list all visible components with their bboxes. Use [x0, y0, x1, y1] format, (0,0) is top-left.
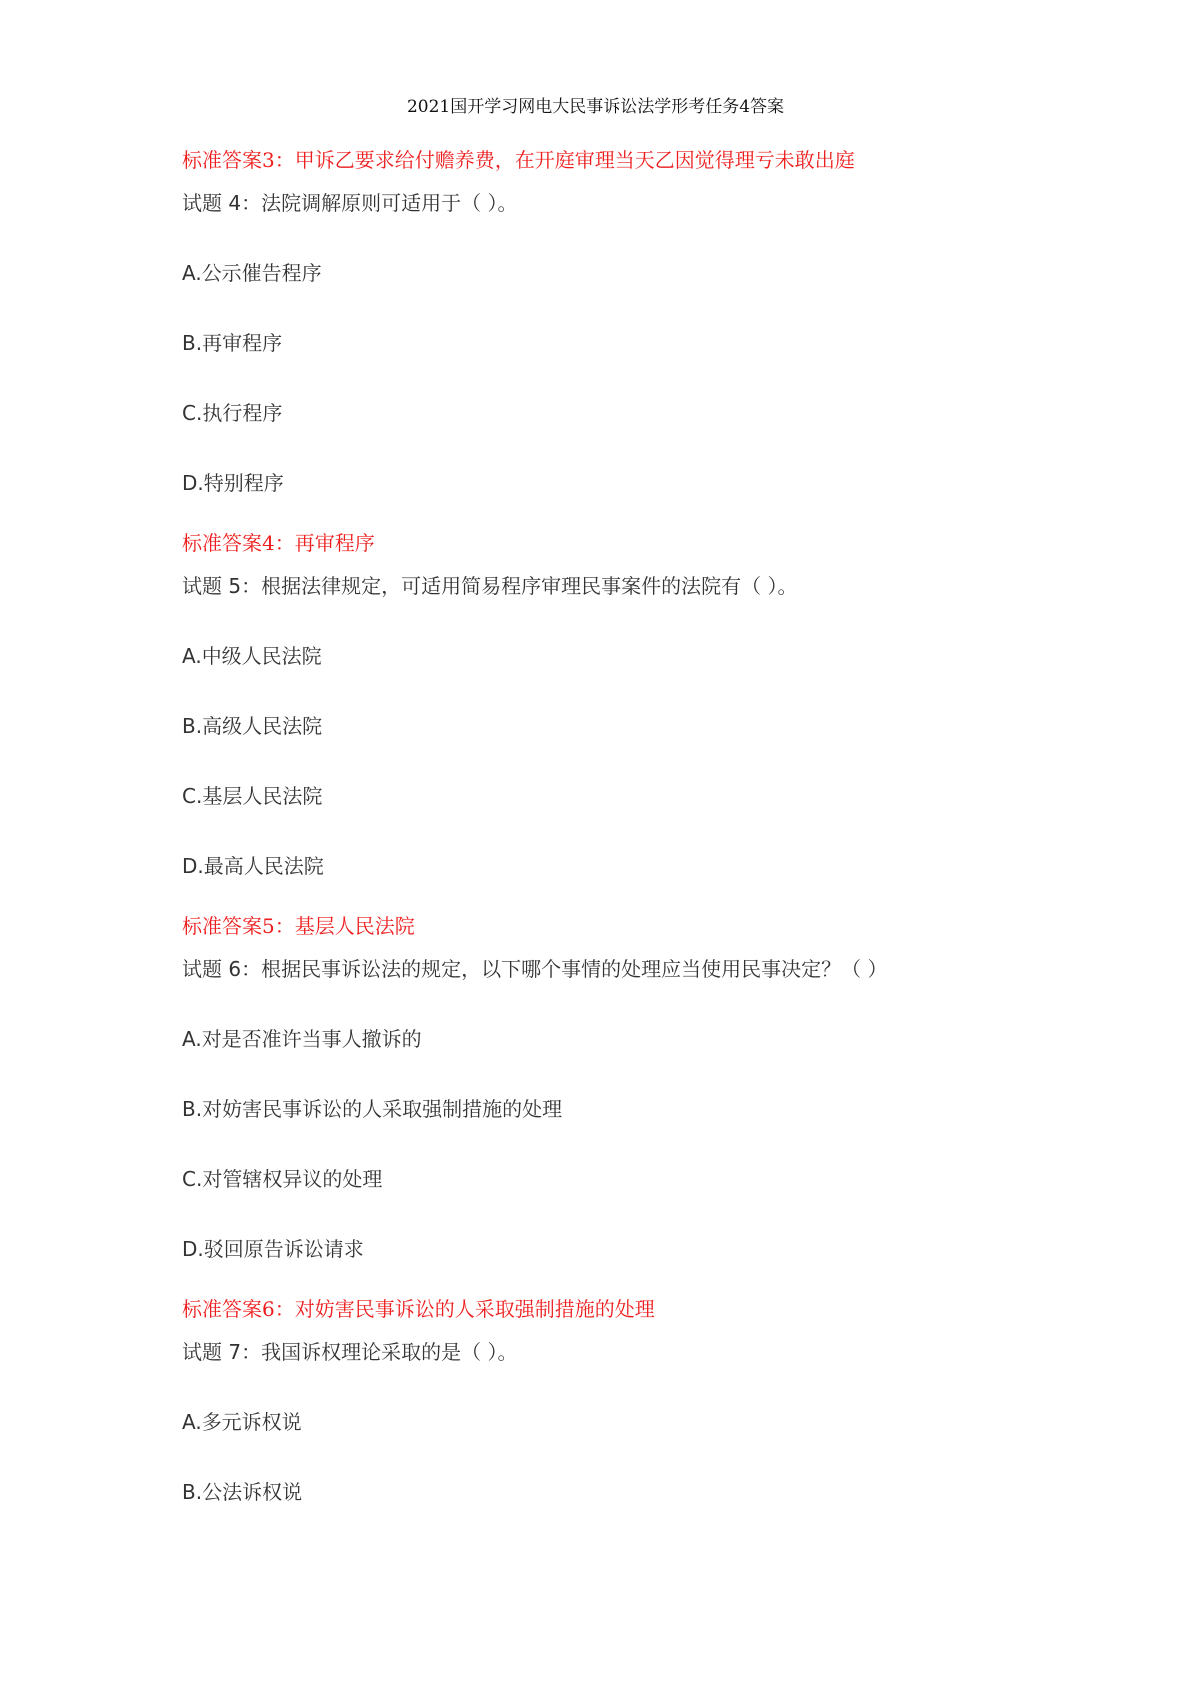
question-6-option-d: D.驳回原告诉讼请求 [182, 1237, 364, 1261]
question-4-option-b: B.再审程序 [182, 331, 283, 355]
question-6-option-c: C.对管辖权异议的处理 [182, 1167, 383, 1191]
question-6-option-a: A.对是否准许当事人撤诉的 [182, 1027, 422, 1051]
question-4: 试题 4：法院调解原则可适用于（ ）。 [182, 191, 518, 215]
answer-3: 标准答案3：甲诉乙要求给付赡养费，在开庭审理当天乙因觉得理亏未敢出庭 [182, 148, 855, 172]
question-6: 试题 6：根据民事诉讼法的规定，以下哪个事情的处理应当使用民事决定？（ ） [182, 957, 888, 981]
question-4-option-c: C.执行程序 [182, 401, 283, 425]
answer-5: 标准答案5：基层人民法院 [182, 914, 415, 938]
question-4-option-a: A.公示催告程序 [182, 261, 322, 285]
question-4-option-d: D.特别程序 [182, 471, 284, 495]
answer-6: 标准答案6：对妨害民事诉讼的人采取强制措施的处理 [182, 1297, 655, 1321]
question-5-option-b: B.高级人民法院 [182, 714, 323, 738]
question-5-option-a: A.中级人民法院 [182, 644, 322, 668]
page-title: 2021国开学习网电大民事诉讼法学形考任务4答案 [406, 97, 785, 117]
question-6-option-b: B.对妨害民事诉讼的人采取强制措施的处理 [182, 1097, 563, 1121]
question-5-option-d: D.最高人民法院 [182, 854, 324, 878]
question-7: 试题 7：我国诉权理论采取的是（ ）。 [182, 1340, 518, 1364]
answer-4: 标准答案4：再审程序 [182, 531, 375, 555]
question-5-option-c: C.基层人民法院 [182, 784, 323, 808]
question-7-option-a: A.多元诉权说 [182, 1410, 302, 1434]
question-7-option-b: B.公法诉权说 [182, 1480, 303, 1504]
question-5: 试题 5：根据法律规定，可适用简易程序审理民事案件的法院有（ ）。 [182, 574, 798, 598]
